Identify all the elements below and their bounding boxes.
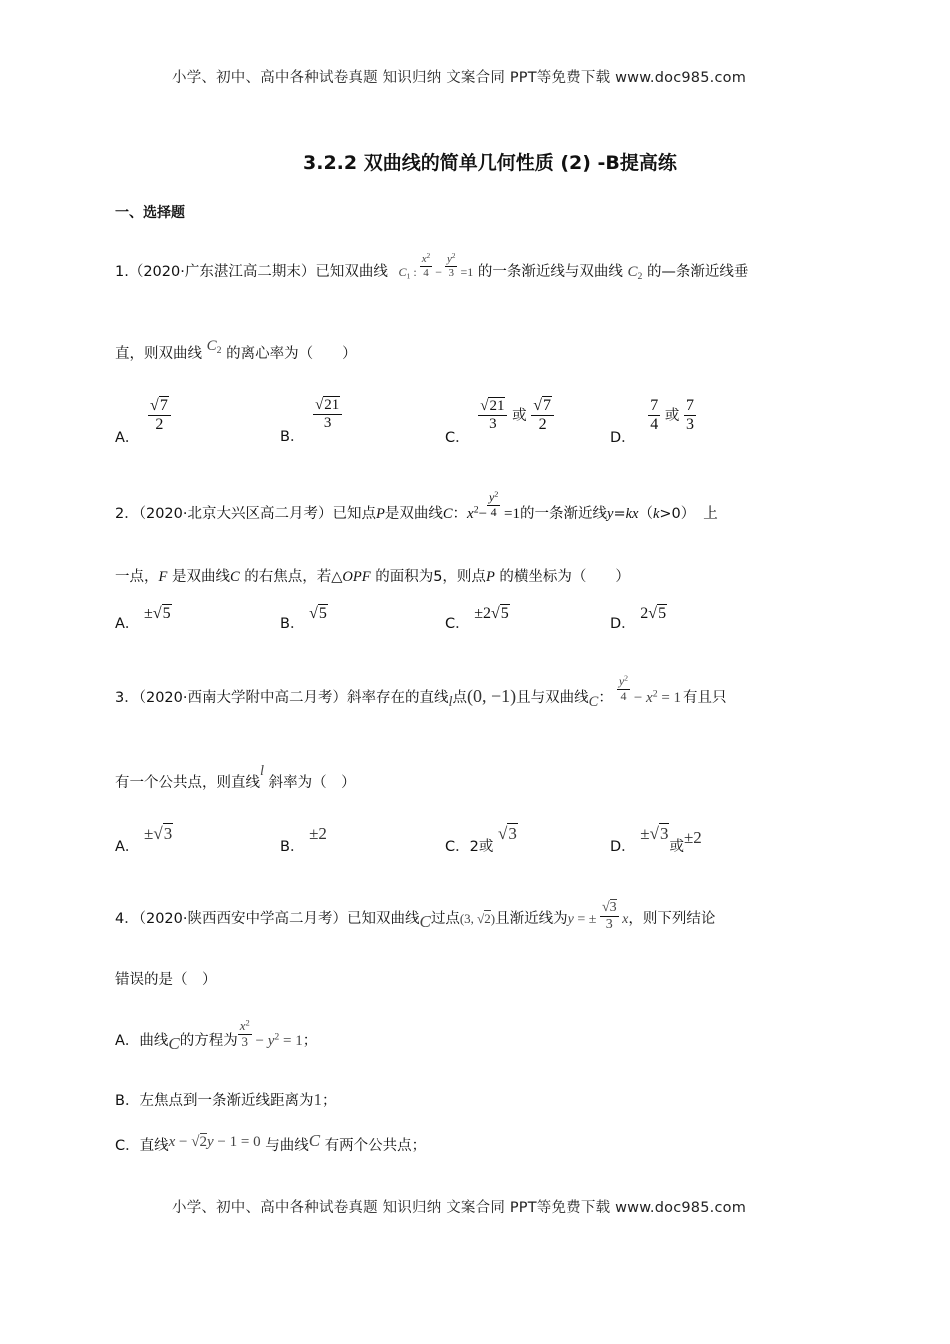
page-footer: 小学、初中、高中各种试卷真题 知识归纳 文案合同 PPT等免费下载 www.doc985.com xyxy=(172,1200,747,1216)
q1-line2b: 的离心率为（ ） xyxy=(226,346,357,362)
q4-tail: ，则下列结论 xyxy=(628,910,716,927)
q4-option-a[interactable]: A．曲线C的方程为 $\frac{x^2}{3}$ − $y^2 = 1$； xyxy=(115,1017,318,1053)
q2-option-b[interactable]: B． √5 xyxy=(280,605,327,632)
q1-option-c[interactable]: C． $\frac{√21}{3}$ 或 $\frac{√7}{2}$ xyxy=(445,397,554,435)
q2-prefix: 2．（2020·北京大兴区高二月考）已知点 xyxy=(115,506,376,522)
page-title: 3.2.2 双曲线的简单几何性质 (2) -B提高练 xyxy=(303,152,677,174)
q4-p2: 且渐近线为 xyxy=(495,910,568,927)
q1-c1-equation: $C_1$ : $\frac{x^2}{4}$ − $\frac{y^2}{3}$ =1 xyxy=(398,252,474,281)
q1-line2a: 直，则双曲线 xyxy=(115,346,202,362)
q3-option-b[interactable]: B． ±2 xyxy=(280,824,327,855)
q2-equation: $x^2-$ $\frac{y^2}{4}$ =1 xyxy=(467,489,520,522)
q3-line2a: 有一个公共点，则直线 xyxy=(115,775,260,791)
q4-line2: 错误的是（ ） xyxy=(115,972,217,988)
q4-p1: 过点 xyxy=(430,910,460,927)
q2-tail: 上 xyxy=(703,506,718,522)
q1-mid: 的一条渐近线与双曲线 xyxy=(477,264,623,280)
q4-asymptote: y = ± $\frac{√3}{3}$ x xyxy=(567,900,629,933)
q2-p2: 的一条渐近线 xyxy=(520,506,607,522)
q3-point: (0, −1) xyxy=(467,686,517,706)
q2-line2a: 一点， xyxy=(115,569,159,585)
q1-prefix: 1.（2020·广东湛江高二期末）已知双曲线 xyxy=(115,264,388,280)
q2-line2c: 的右焦点，若△ xyxy=(244,569,343,585)
q2-option-c[interactable]: C． ±2√5 xyxy=(445,605,509,632)
q4-option-c[interactable]: C．直线x − √2y − 1 = 0 与曲线C 有两个公共点； xyxy=(115,1131,427,1154)
q1-tail: 的—条渐近线垂 xyxy=(646,264,749,280)
q3-option-a[interactable]: A． ±√3 xyxy=(115,824,173,855)
q1-option-a[interactable]: A． $\frac{√7}{2}$ xyxy=(115,397,171,435)
q2-point-p: P xyxy=(376,506,385,522)
q3-prefix: 3．（2020·西南大学附中高二月考）斜率存在的直线 xyxy=(115,690,449,706)
q2-line2e: 的横坐标为（ ） xyxy=(499,569,630,585)
q4-prefix: 4．（2020·陕西西安中学高二月考）已知双曲线 xyxy=(115,910,420,927)
q3-line2b: 斜率为（ ） xyxy=(268,775,356,791)
q2-line2d: 的面积为5，则点 xyxy=(375,569,486,585)
q1-c2-second: $C_2$ xyxy=(206,338,222,356)
q1-c2: $C_2$ xyxy=(627,264,643,282)
q3-option-c[interactable]: C．2或 √3 xyxy=(445,824,517,855)
q3-p1: 点 xyxy=(452,690,468,706)
q3-tail: 有且只 xyxy=(683,690,727,706)
q3-equation: $\frac{y^2}{4}$ − $x^2 = 1$ xyxy=(618,673,682,706)
q1-option-d[interactable]: D． $\frac{7}{4}$ 或 $\frac{7}{3}$ xyxy=(610,397,694,446)
q1-option-b[interactable]: B． $\frac{√21}{3}$ xyxy=(280,397,342,433)
q4-option-b[interactable]: B．左焦点到一条渐近线距离为1； xyxy=(115,1090,337,1109)
q3-p2: 且与双曲线 xyxy=(516,690,589,706)
q3-option-d[interactable]: D． ±√3或±2 xyxy=(610,824,702,855)
section-heading: 一、选择题 xyxy=(115,205,185,221)
q2-option-a[interactable]: A． ±√5 xyxy=(115,605,171,632)
q2-line2b: 是双曲线 xyxy=(171,569,230,585)
q2-line-eq: y xyxy=(607,506,614,522)
q4-point: (3, √2) xyxy=(459,910,496,926)
page-header: 小学、初中、高中各种试卷真题 知识归纳 文案合同 PPT等免费下载 www.doc985.com xyxy=(172,70,747,86)
q2-p1: 是双曲线 xyxy=(384,506,443,522)
q2-option-d[interactable]: D． 2√5 xyxy=(610,605,667,632)
